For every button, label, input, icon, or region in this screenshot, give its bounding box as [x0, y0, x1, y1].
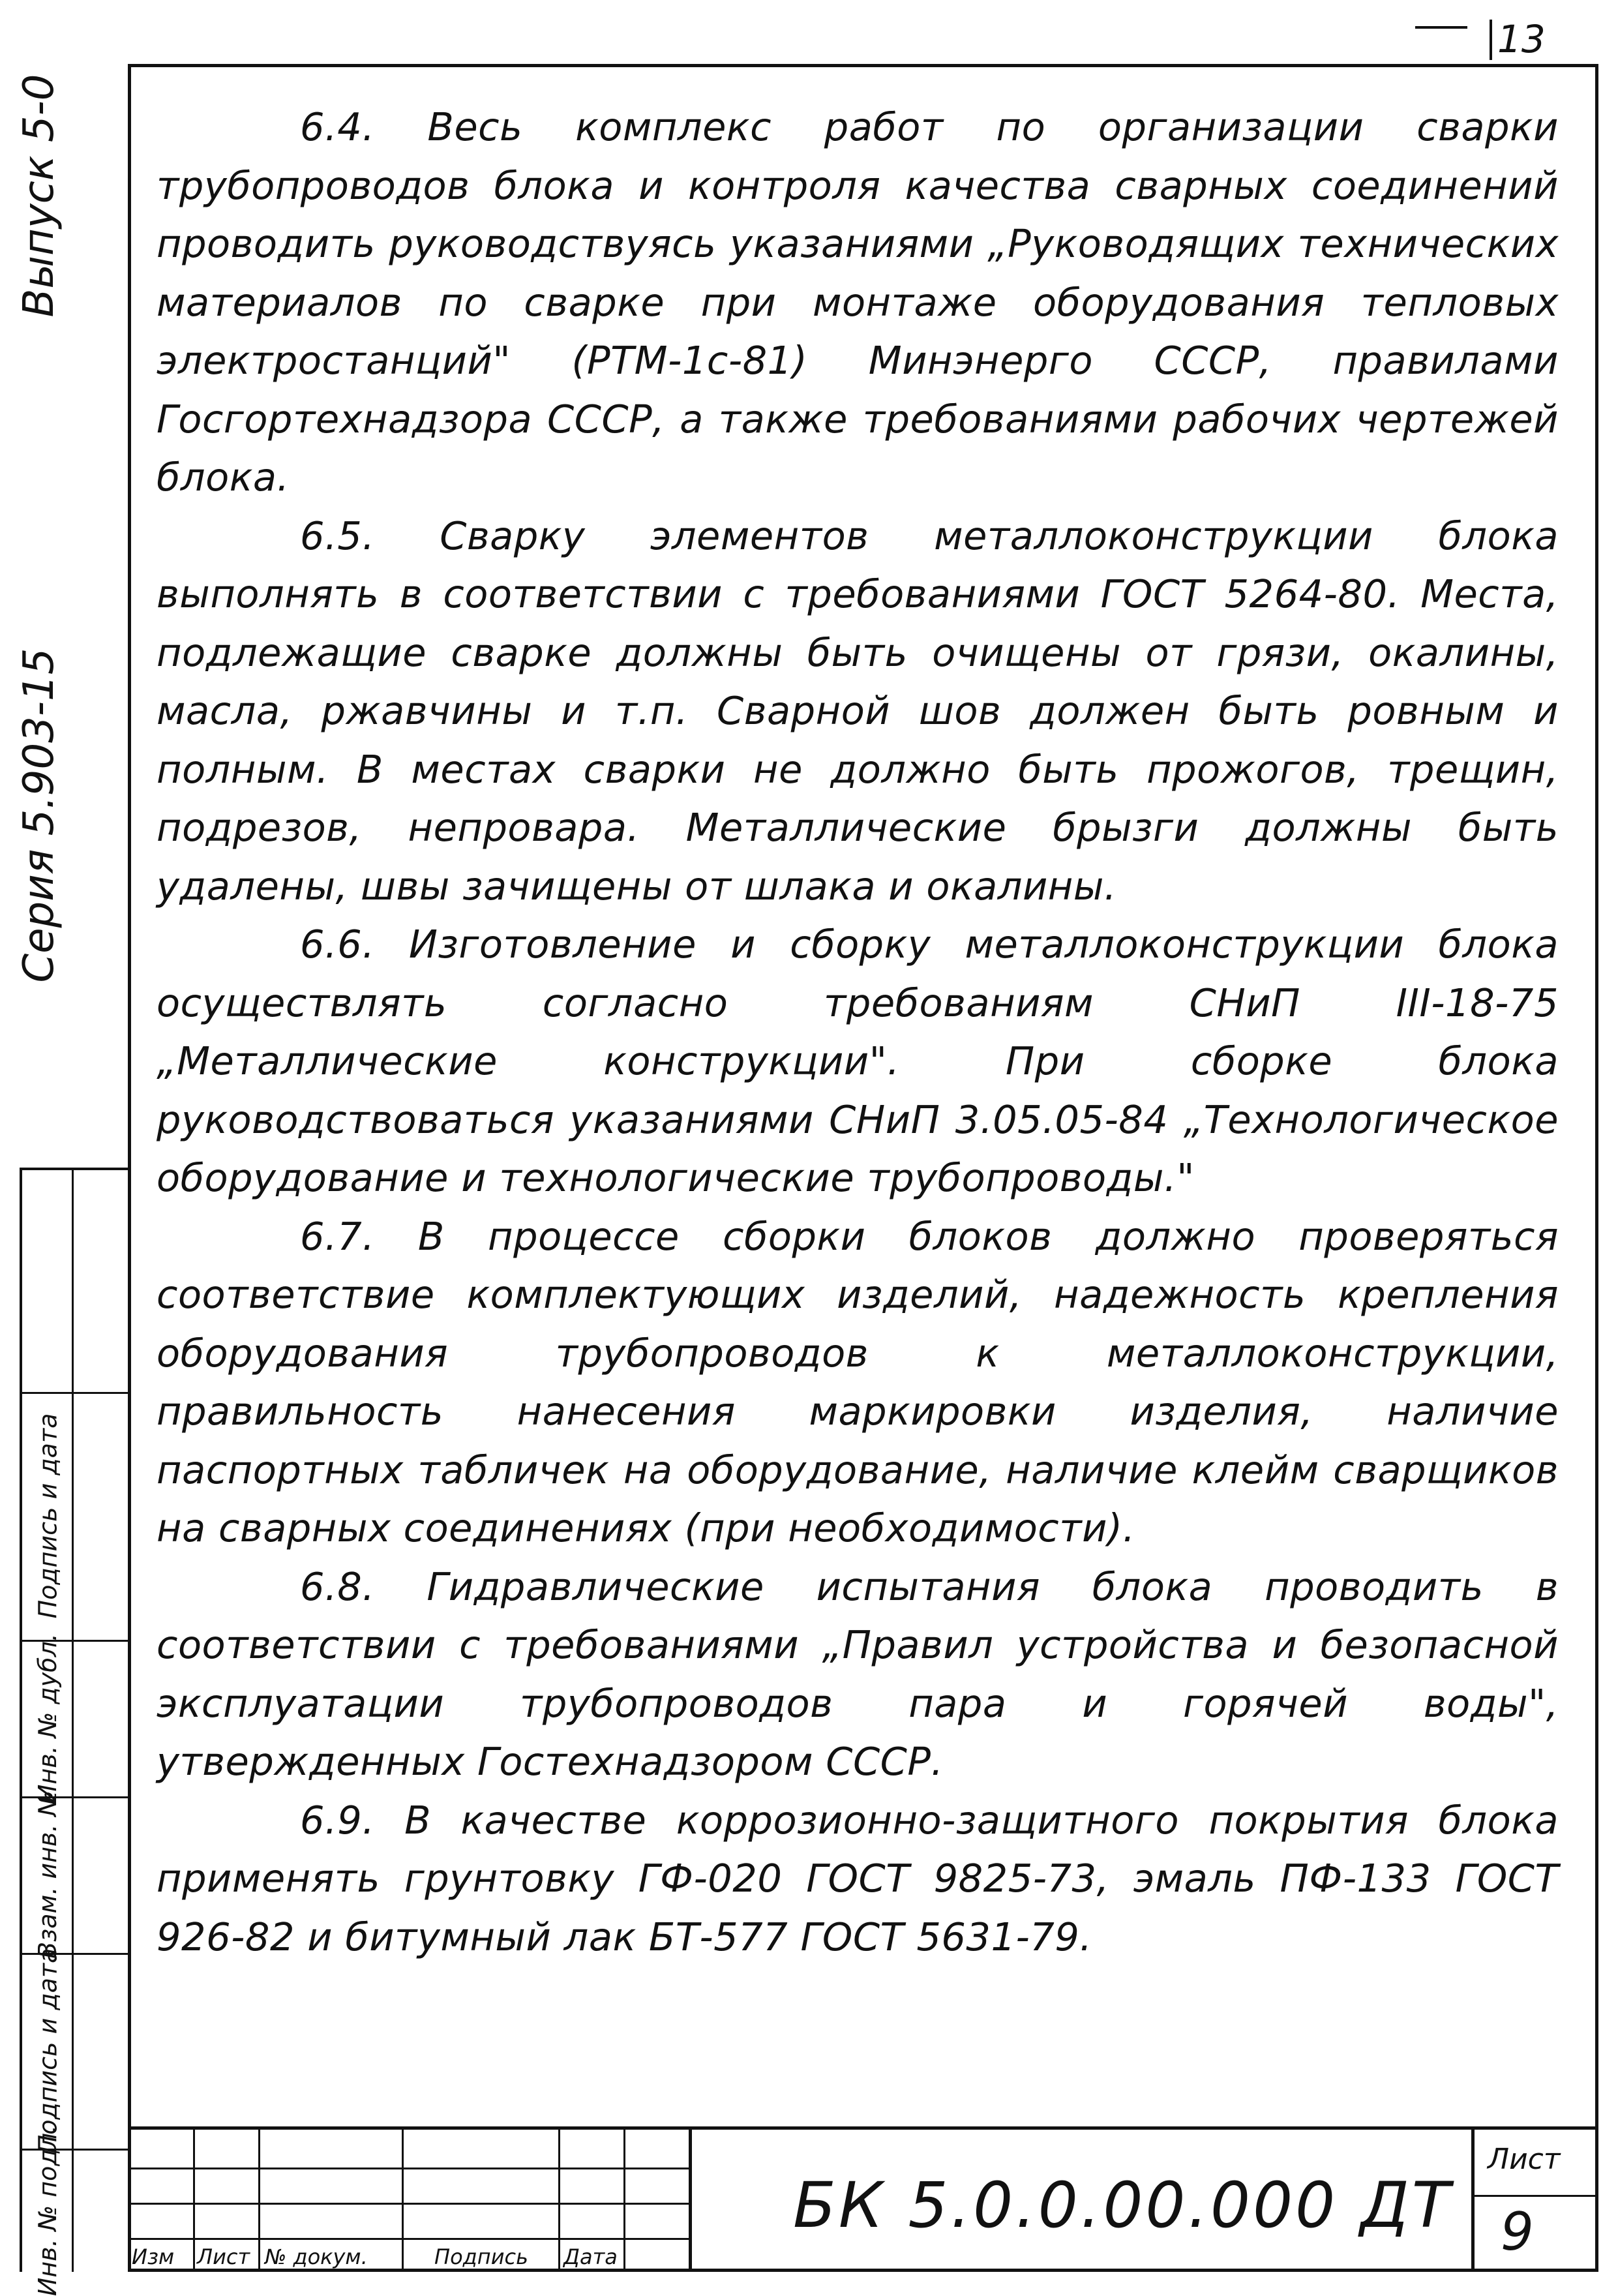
- sheet-label: Лист: [1488, 2143, 1561, 2176]
- stamp-field-original-inv: [25, 2124, 70, 2296]
- revision-row-line: [128, 2203, 689, 2205]
- issue-label: Выпуск 5-0: [15, 74, 63, 318]
- column-header-document-number: № докум.: [265, 2244, 368, 2269]
- revision-col-line: [193, 2130, 195, 2272]
- stamp-field-label: Подпись и дата: [33, 1413, 63, 1619]
- stamp-vertical-line: [72, 1170, 74, 2272]
- top-dash-mark: [1415, 26, 1467, 29]
- revision-col-line: [623, 2130, 625, 2272]
- title-block: [128, 2126, 1598, 2272]
- stamp-column: [20, 1168, 128, 2296]
- sheet-number: 9: [1501, 2201, 1534, 2262]
- revision-row-line: [128, 2238, 689, 2240]
- title-block-separator: [689, 2130, 692, 2272]
- paragraph-6-5: 6.5. Сварку элементов металлоконструкции блока выполнять в соответствии с требованиями ГОСТ 5264-80. Места, подлежащие сварке должны быть очищены от грязи, окалины, масла, ржавчины и т.п. Сварной шов должен быть ровным и полным. В местах сварки не должно быть прожогов, трещин, подрезов, непровара. Металлические брызги должны быть удалены, швы зачищены от шлака и окалины.: [157, 513, 1559, 909]
- stamp-field-replacement-inv: [25, 1790, 70, 1959]
- stamp-field-signature-date-1: [25, 1948, 70, 2154]
- paragraph-6-4: 6.4. Весь комплекс работ по организации сварки трубопроводов блока и контроля качества сварных соединений проводить руководствуясь указаниями „Руководящих технических материалов по сварке при монтаже оборудования тепловых электростанций" (РТМ-1с-81) Минэнерго СССР, правилами Госгортехнадзора СССР, а также требованиями рабочих чертежей блока.: [157, 104, 1559, 500]
- revision-col-line: [558, 2130, 560, 2272]
- stamp-field-signature-date-2: [25, 1392, 70, 1640]
- sheet-box: [1471, 2130, 1598, 2272]
- sheet-box-divider: [1475, 2195, 1598, 2197]
- paragraph-6-6: 6.6. Изготовление и сборку металлоконструкции блока осуществлять согласно требованиям СНиП III-18-75 „Металлические конструкции". При сборке блока руководствоваться указаниями СНиП 3.05.05-84 „Технологическое оборудование и технологические трубопроводы.": [157, 922, 1559, 1200]
- revision-grid: [128, 2130, 689, 2272]
- column-header-signature: Подпись: [434, 2244, 528, 2269]
- stamp-field-label: Подпись и дата: [33, 1948, 63, 2154]
- stamp-field-duplicate-inv: [25, 1633, 70, 1803]
- stamp-field-label: Взам. инв. №: [33, 1790, 63, 1959]
- document-code: БК 5.0.0.00.000 ДТ: [793, 2169, 1453, 2242]
- top-tick-mark: [1490, 20, 1492, 60]
- document-body: [157, 98, 1559, 1966]
- stamp-field-label: Инв. № дубл.: [33, 1633, 62, 1803]
- column-header-date: Дата: [563, 2244, 618, 2269]
- page-number: 13: [1497, 17, 1546, 61]
- revision-col-line: [258, 2130, 260, 2272]
- column-header-change: Изм: [132, 2244, 175, 2269]
- paragraph-6-8: 6.8. Гидравлические испытания блока проводить в соответствии с требованиями „Правил устройства и безопасной эксплуатации трубопроводов пара и горячей воды", утвержденных Гостехнадзором СССР.: [157, 1563, 1559, 1784]
- column-header-sheet: Лист: [197, 2244, 250, 2269]
- revision-row-line: [128, 2168, 689, 2169]
- paragraph-6-7: 6.7. В процессе сборки блоков должно проверяться соответствие комплектующих изделий, надежность крепления оборудования трубопроводов к металлоконструкции, правильность нанесения маркировки изделия, наличие паспортных табличек на оборудование, наличие клейм сварщиков на сварных соединениях (при необходимости).: [157, 1213, 1559, 1550]
- revision-col-line: [402, 2130, 404, 2272]
- series-label: Серия 5.903-15: [15, 648, 63, 983]
- stamp-field-label: Инв. № подл.: [33, 2124, 63, 2296]
- paragraph-6-9: 6.9. В качестве коррозионно-защитного покрытия блока применять грунтовку ГФ-020 ГОСТ 9825-73, эмаль ПФ-133 ГОСТ 926-82 и битумный лак БТ-577 ГОСТ 5631-79.: [157, 1797, 1559, 1959]
